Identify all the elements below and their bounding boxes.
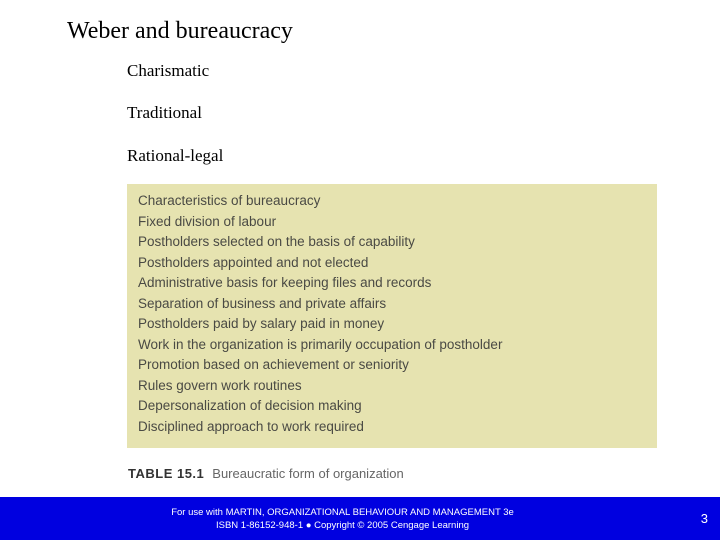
table-row: Administrative basis for keeping files and records (138, 275, 432, 290)
table-row: Disciplined approach to work required (138, 419, 364, 434)
footer-book-credit: For use with MARTIN, ORGANIZATIONAL BEHAVIOUR AND MANAGEMENT 3e (171, 507, 514, 518)
table-row: Postholders selected on the basis of capability (138, 234, 415, 249)
table-header-row: Characteristics of bureaucracy (138, 193, 321, 208)
table-caption (128, 466, 404, 482)
table-row: Promotion based on achievement or seniority (138, 357, 409, 372)
table-caption-text: Bureaucratic form of organization (212, 466, 404, 481)
table-row: Rules govern work routines (138, 378, 302, 393)
table-caption-label: TABLE 15.1 (128, 466, 205, 481)
slide-title: Weber and bureaucracy (67, 18, 293, 44)
authority-type-traditional: Traditional (127, 103, 202, 122)
authority-type-rational-legal: Rational-legal (127, 146, 224, 165)
table-row: Work in the organization is primarily occupation of postholder (138, 337, 503, 352)
footer-bar (0, 497, 720, 540)
page-number: 3 (700, 511, 708, 526)
table-row: Depersonalization of decision making (138, 398, 362, 413)
footer-copyright: ISBN 1-86152-948-1 ● Copyright © 2005 Cengage Learning (215, 520, 470, 531)
table-row: Postholders appointed and not elected (138, 255, 369, 270)
table-row: Fixed division of labour (138, 214, 277, 229)
table-row: Postholders paid by salary paid in money (138, 316, 385, 331)
bureaucracy-table (127, 184, 657, 448)
authority-type-charismatic: Charismatic (127, 61, 210, 80)
table-row: Separation of business and private affairs (138, 296, 387, 311)
